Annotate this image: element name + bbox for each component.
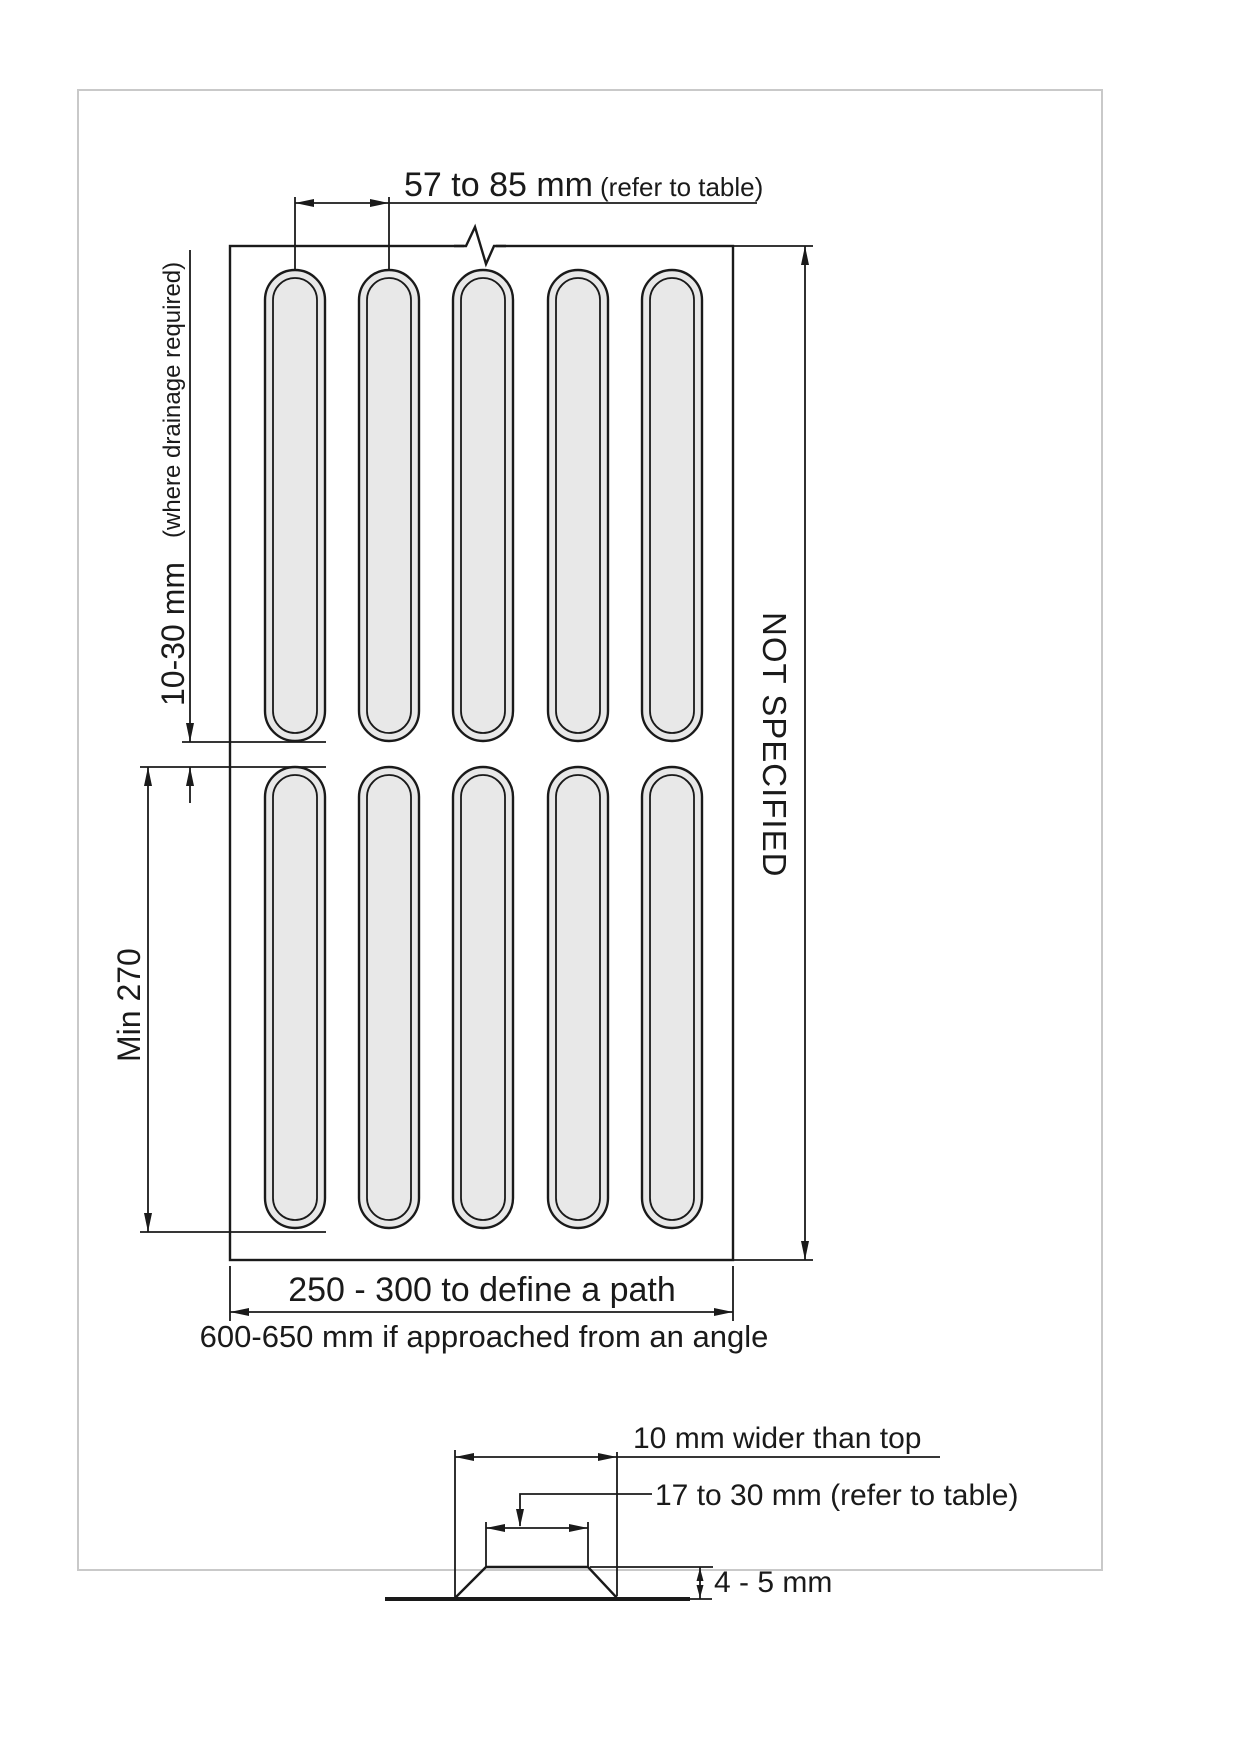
break-symbol <box>454 227 506 264</box>
bar-profile-trapezoid <box>454 1567 618 1599</box>
tactile-bar <box>453 270 513 741</box>
plan-view <box>111 166 813 1354</box>
dim-top-width <box>486 1479 1019 1566</box>
tactile-bar <box>265 270 325 741</box>
section-view <box>385 1422 1019 1599</box>
dim-drainage-gap-label: 10-30 mm <box>155 561 191 706</box>
tactile-bar <box>548 270 608 741</box>
tactile-bar <box>265 767 325 1228</box>
dim-path-width <box>200 1266 769 1354</box>
dim-min-bar-length-label: Min 270 <box>111 948 147 1062</box>
dim-path-width-label: 250 - 300 to define a path <box>288 1271 676 1309</box>
dim-bar-spacing <box>295 166 763 269</box>
tactile-bar <box>453 767 513 1228</box>
dim-path-width-note: 600-650 mm if approached from an angle <box>199 1319 769 1354</box>
tactile-bar <box>548 767 608 1228</box>
tactile-bar <box>642 767 702 1228</box>
dim-profile-height-label: 4 - 5 mm <box>714 1566 833 1599</box>
bars-group <box>265 270 702 1228</box>
dim-bar-spacing-note: (refer to table) <box>600 172 764 202</box>
tactile-bar <box>359 767 419 1228</box>
dim-base-width-label: 10 mm wider than top <box>633 1422 922 1455</box>
dim-bar-spacing-label: 57 to 85 mm <box>404 166 593 204</box>
dim-top-width-label: 17 to 30 mm (refer to table) <box>655 1479 1019 1512</box>
dim-drainage-gap-note: (where drainage required) <box>159 261 186 538</box>
dim-field-length <box>733 246 813 1260</box>
tactile-bar <box>642 270 702 741</box>
dim-field-length-label: NOT SPECIFIED <box>756 612 793 878</box>
tactile-bar <box>359 270 419 741</box>
